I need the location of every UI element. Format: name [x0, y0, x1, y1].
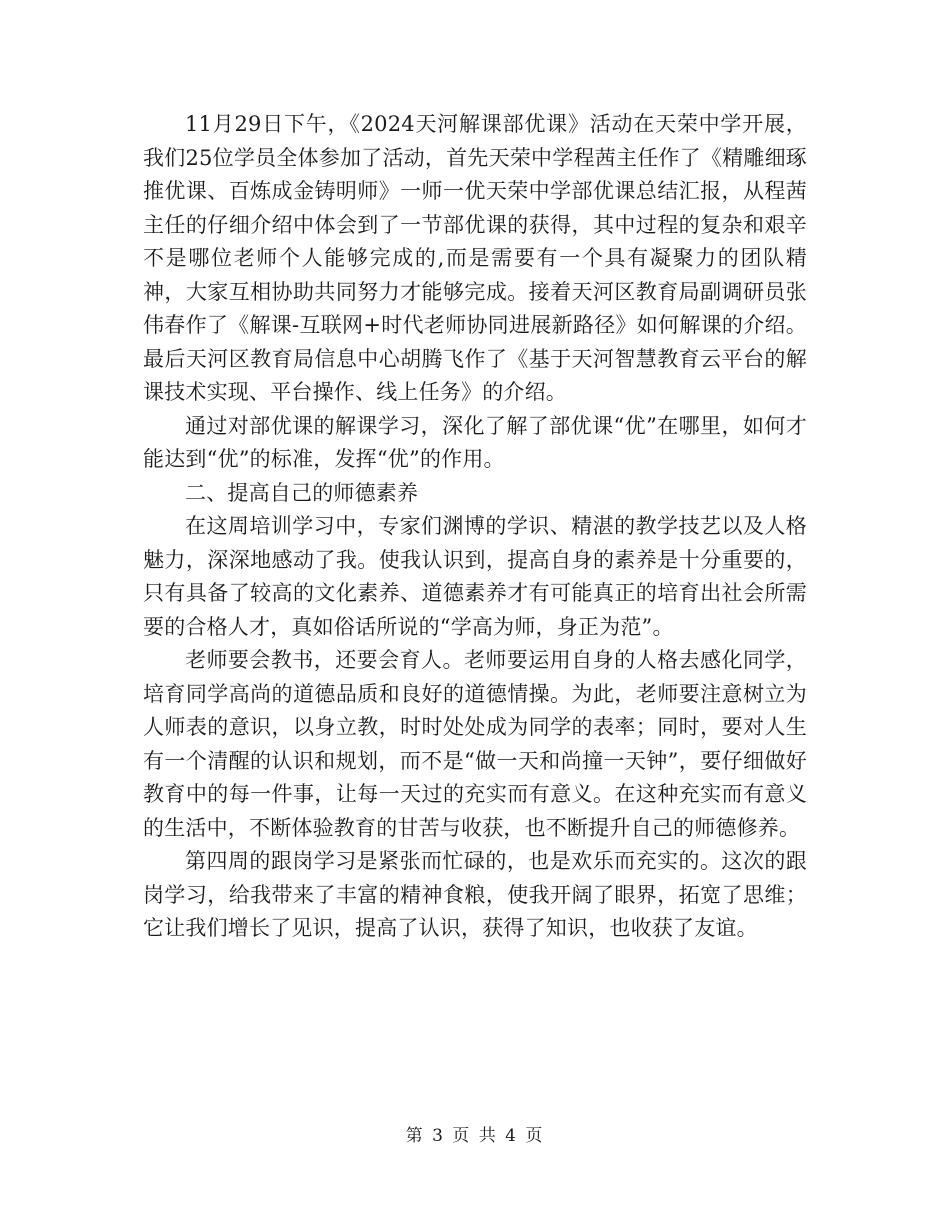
paragraph-activity-report: 11月29日下午，《2024天河解课部优课》活动在天荣中学开展，我们25位学员全体参加了活动，首先天荣中学程茜主任作了《精雕细琢推优课、百炼成金铸明师》一师一优天荣中学部优课总结汇报，从程茜主任的仔细介绍中体会到了一节部优课的获得，其中过程的复杂和艰辛不是哪位老师个人能够完成的,而是需要有一个具有凝聚力的团队精神，大家互相协助共同努力才能够完成。接着天河区教育局副调研员张伟春作了《解课-互联网+时代老师协同进展新路径》如何解课的介绍。最后天河区教育局信息中心胡腾飞作了《基于天河智慧教育云平台的解课技术实现、平台操作、线上任务》的介绍。 [143, 112, 807, 404]
paragraph-excellent-lesson: 通过对部优课的解课学习，深化了解了部优课“优”在哪里，如何才能达到“优”的标准，发挥“优”的作用。 [143, 413, 807, 471]
paragraph-expert-training: 在这周培训学习中，专家们渊博的学识、精湛的教学技艺以及人格魅力，深深地感动了我。使我认识到，提高自身的素养是十分重要的，只有具备了较高的文化素养、道德素养才有可能真正的培育出社会所需要的合格人才，真如俗话所说的“学高为师，身正为范”。 [143, 514, 807, 639]
document-body [143, 108, 807, 946]
paragraph-teacher-role: 老师要会教书，还要会育人。老师要运用自身的人格去感化同学，培育同学高尚的道德品质和良好的道德情操。为此，老师要注意树立为人师表的意识，以身立教，时时处处成为同学的表率；同时，要对人生有一个清醒的认识和规划，而不是“做一天和尚撞一天钟”，要仔细做好教育中的每一件事，让每一天过的充实而有意义。在这种充实而有意义的生活中，不断体验教育的甘苦与收获，也不断提升自己的师德修养。 [143, 648, 807, 840]
paragraph-fourth-week: 第四周的跟岗学习是紧张而忙碌的，也是欢乐而充实的。这次的跟岗学习，给我带来了丰富的精神食粮，使我开阔了眼界，拓宽了思维；它让我们增长了见识，提高了认识，获得了知识，也收获了友谊。 [143, 849, 807, 940]
section-heading-ethics: 二、提高自己的师德素养 [185, 480, 419, 505]
page-number-footer: 第 3 页 共 4 页 [405, 1126, 545, 1146]
